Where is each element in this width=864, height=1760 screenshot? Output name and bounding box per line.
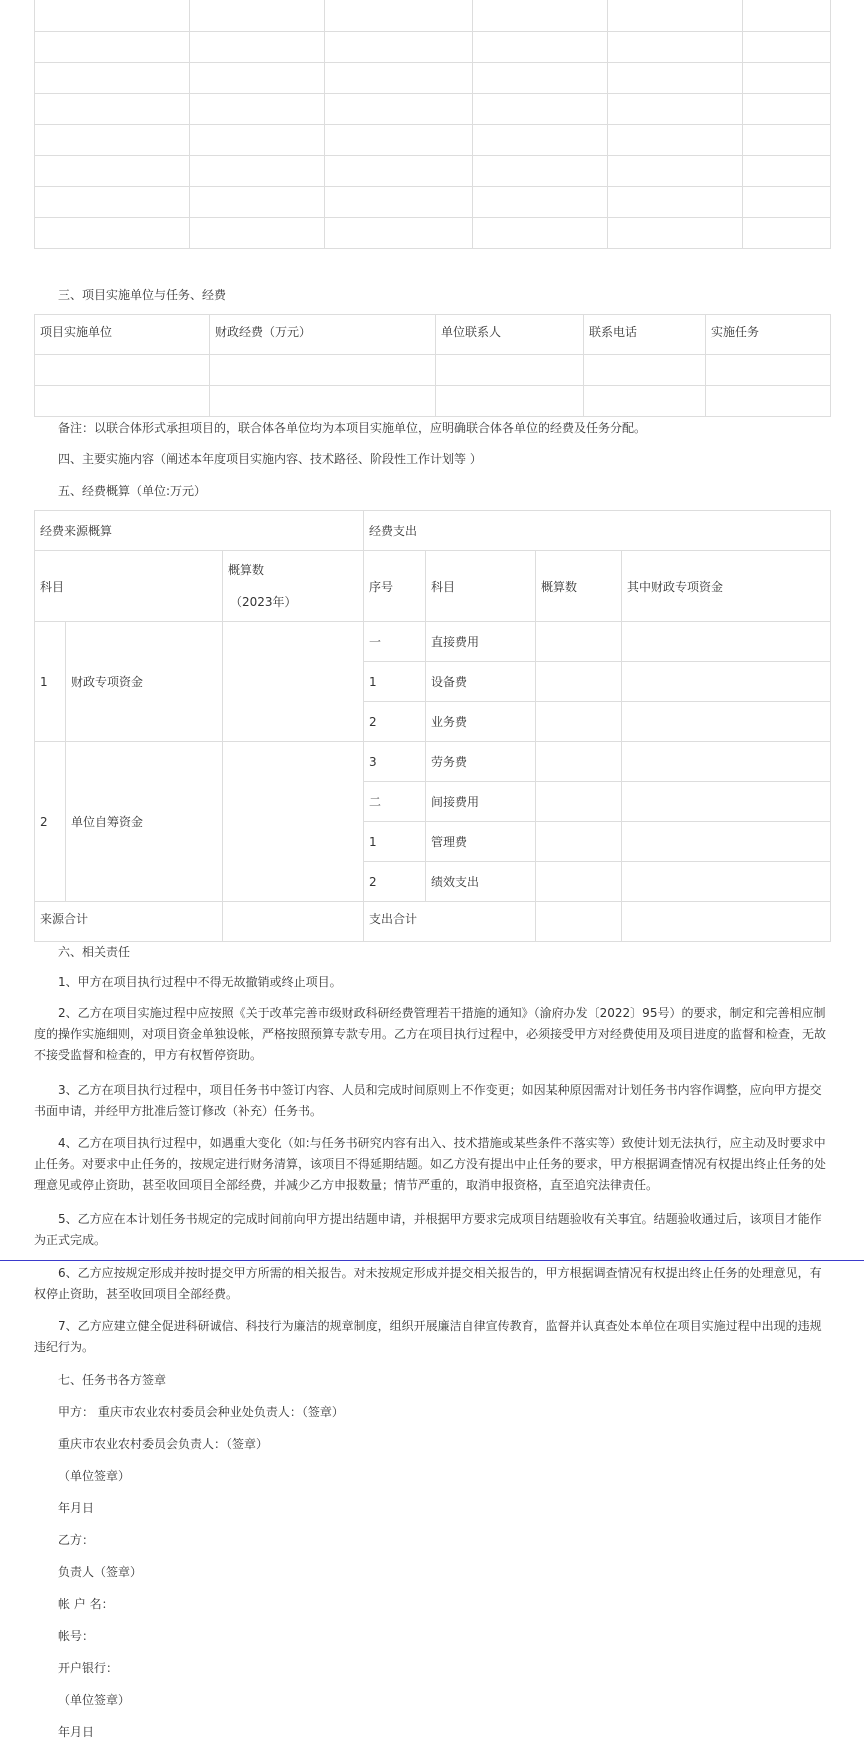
budget-row-no: 2 — [364, 862, 426, 902]
budget-estimate-year: （2023年） — [230, 595, 297, 609]
party-b-leader: 负责人（签章） — [58, 1565, 143, 1579]
budget-estimate-header — [223, 551, 364, 622]
budget-special-header: 其中财政专项资金 — [622, 551, 831, 622]
party-a-seal: （单位签章） — [58, 1469, 131, 1483]
budget-row-name: 管理费 — [426, 822, 536, 862]
section4-heading: 四、主要实施内容（阐述本年度项目实施内容、技术路径、阶段性工作计划等 ） — [58, 452, 482, 466]
budget-row-name: 业务费 — [426, 702, 536, 742]
budget-estimate2-header: 概算数 — [536, 551, 622, 622]
budget-src2-name: 单位自筹资金 — [66, 742, 223, 902]
section6-para-5: 5、乙方应在本计划任务书规定的完成时间前向甲方提出结题申请，并根据甲方要求完成项目结题验收有关事宜。结题验收通过后，该项目才能作为正式完成。 — [34, 1212, 822, 1247]
unit-header-funds: 财政经费（万元） — [210, 315, 436, 355]
account-number: 帐号： — [58, 1629, 95, 1643]
section6-para-7: 7、乙方应建立健全促进科研诚信、科技行为廉洁的规章制度，组织开展廉洁自律宣传教育，监督并认真查处本单位在项目实施过程中出现的违规违纪行为。 — [34, 1319, 822, 1354]
party-b-date: 年月日 — [58, 1725, 95, 1739]
budget-subject-header: 科目 — [35, 551, 223, 622]
budget-subject2-header: 科目 — [426, 551, 536, 622]
budget-source-total: 来源合计 — [35, 902, 223, 942]
section6-para-1: 1、甲方在项目执行过程中不得无故撤销或终止项目。 — [58, 975, 342, 989]
remark-note: 备注：以联合体形式承担项目的，联合体各单位均为本项目实施单位，应明确联合体各单位的经费及任务分配。 — [58, 421, 647, 435]
budget-row-no: 二 — [364, 782, 426, 822]
section6-para-6: 6、乙方应按规定形成并按时提交甲方所需的相关报告。对未按规定形成并提交相关报告的，甲方根据调查情况有权提出终止任务的处理意见，有权停止资助，甚至收回项目全部经费。 — [34, 1266, 822, 1301]
budget-row-no: 3 — [364, 742, 426, 782]
party-b-line: 乙方： — [58, 1533, 95, 1547]
account-name: 帐 户 名： — [58, 1597, 114, 1611]
section6-para-4: 4、乙方在项目执行过程中，如遇重大变化（如:与任务书研究内容有出入、技术措施或某些条件不落实等）致使计划无法执行，应主动及时要求中止任务。对要求中止任务的，按规定进行财务清算，该项目不得延期结题。如乙方没有提出中止任务的要求，甲方根据调查情况有权提出终止任务的处理意见或停止资助，甚至收回项目全部经费，并减少乙方申报数量；情节严重的，取消申报资格，直至追究法律责任。 — [34, 1136, 827, 1192]
budget-row-no: 1 — [364, 662, 426, 702]
unit-header-task: 实施任务 — [706, 315, 831, 355]
budget-expense-total: 支出合计 — [364, 902, 536, 942]
budget-src2-no: 2 — [35, 742, 66, 902]
bank-name: 开户银行： — [58, 1661, 119, 1675]
unit-header-phone: 联系电话 — [584, 315, 706, 355]
budget-seq-header: 序号 — [364, 551, 426, 622]
budget-row-no: 2 — [364, 702, 426, 742]
budget-src1-name: 财政专项资金 — [66, 622, 223, 742]
budget-row-name: 直接费用 — [426, 622, 536, 662]
unit-header-contact: 单位联系人 — [436, 315, 584, 355]
section6-para-2: 2、乙方在项目实施过程中应按照《关于改革完善市级财政科研经费管理若干措施的通知》（渝府办发〔2022〕95号）的要求，制定和完善相应制度的操作实施细则，对项目资金单独设帐，严格按照预算专款专用。乙方在项目执行过程中，必须接受甲方对经费使用及项目进度的监督和检查，无故不接受监督和检查的，甲方有权暂停资助。 — [34, 1006, 827, 1062]
budget-row-name: 设备费 — [426, 662, 536, 702]
page-break-rule — [0, 1260, 864, 1261]
party-a-head-line: 重庆市农业农村委员会负责人：（签章） — [58, 1437, 269, 1451]
party-b-seal: （单位签章） — [58, 1693, 131, 1707]
budget-src1-no: 1 — [35, 622, 66, 742]
section5-heading: 五、经费概算（单位:万元） — [58, 484, 207, 498]
party-a-line: 甲方： 重庆市农业农村委员会种业处负责人：（签章） — [58, 1405, 344, 1419]
budget-row-no: 1 — [364, 822, 426, 862]
budget-row-name: 劳务费 — [426, 742, 536, 782]
section6-heading: 六、相关责任 — [58, 945, 131, 959]
section3-heading: 三、项目实施单位与任务、经费 — [58, 288, 227, 302]
budget-estimate-label: 概算数 — [228, 563, 265, 577]
section6-para-3: 3、乙方在项目执行过程中，项目任务书中签订内容、人员和完成时间原则上不作变更；如因某种原因需对计划任务书内容作调整，应向甲方提交书面申请，并经甲方批准后签订修改（补充）任务书。 — [34, 1083, 822, 1118]
section7-heading: 七、任务书各方签章 — [58, 1373, 167, 1387]
party-a-date: 年月日 — [58, 1501, 95, 1515]
budget-row-name: 绩效支出 — [426, 862, 536, 902]
unit-header-unit: 项目实施单位 — [35, 315, 210, 355]
signature-block — [58, 1364, 344, 1748]
budget-row-name: 间接费用 — [426, 782, 536, 822]
unit-table — [34, 314, 831, 417]
budget-table — [34, 510, 831, 942]
budget-expense-header: 经费支出 — [364, 511, 831, 551]
budget-row-no: 一 — [364, 622, 426, 662]
top-blank-table — [34, 0, 831, 249]
budget-source-header: 经费来源概算 — [35, 511, 364, 551]
